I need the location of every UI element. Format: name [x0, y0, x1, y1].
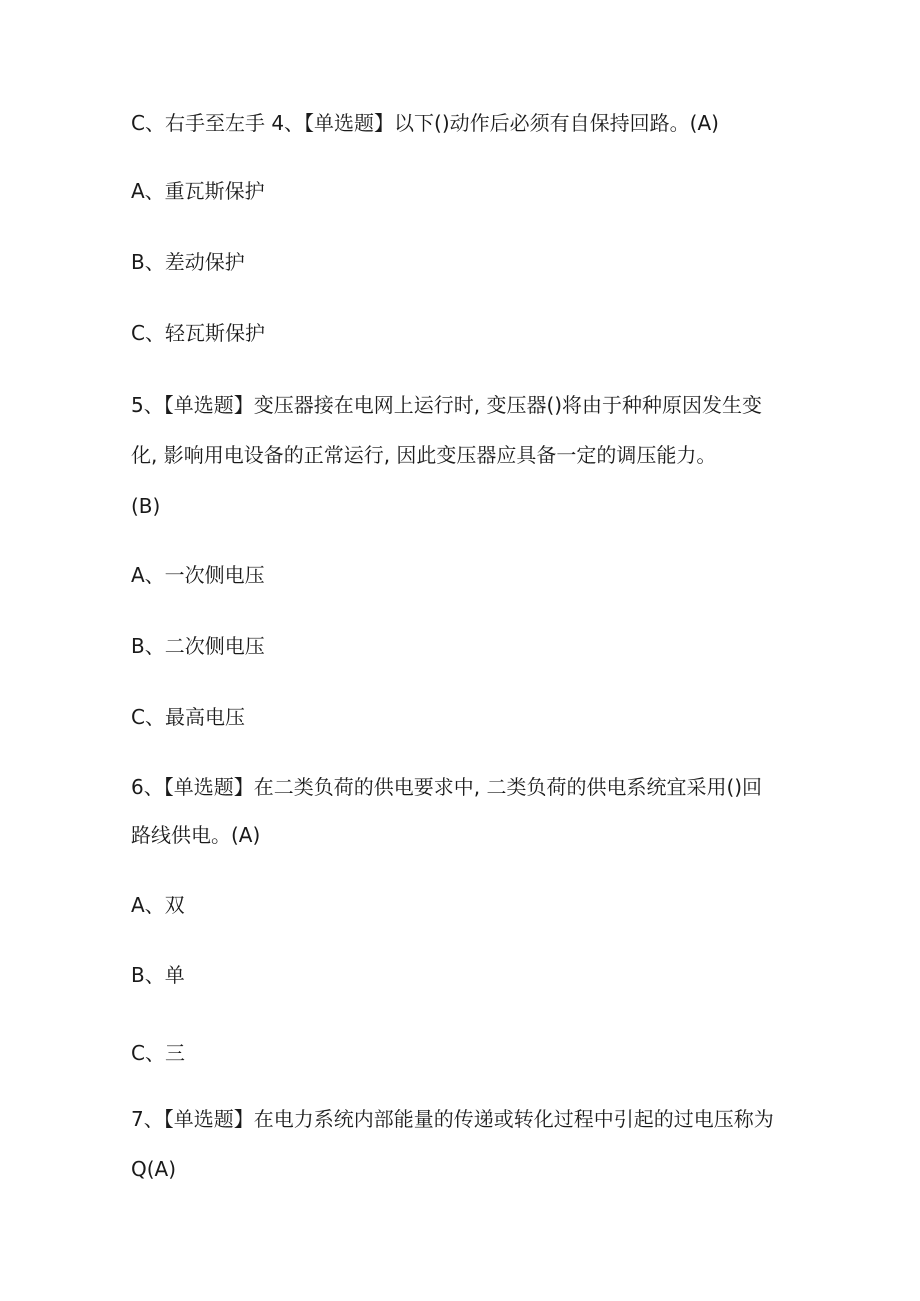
- question-5-answer: (B): [131, 494, 161, 518]
- option-c-line: C、最高电压: [131, 705, 245, 729]
- question-6-line-2: 路线供电。(A): [131, 823, 261, 847]
- option-b-line: B、差动保护: [131, 250, 245, 274]
- question-4-line: C、右手至左手 4、【单选题】以下()动作后必须有自保持回路。(A): [131, 111, 719, 135]
- question-6-line-1: 6、【单选题】在二类负荷的供电要求中, 二类负荷的供电系统宜采用()回: [131, 775, 763, 799]
- option-b-line: B、二次侧电压: [131, 634, 265, 658]
- option-a-line: A、一次侧电压: [131, 563, 265, 587]
- question-7-line-2: Q(A): [131, 1157, 177, 1181]
- option-b-line: B、单: [131, 963, 185, 987]
- option-c-line: C、轻瓦斯保护: [131, 321, 265, 345]
- option-c-line: C、三: [131, 1041, 185, 1065]
- option-a-line: A、重瓦斯保护: [131, 179, 265, 203]
- question-5-line-1: 5、【单选题】变压器接在电网上运行时, 变压器()将由于种种原因发生变: [131, 393, 763, 417]
- question-5-line-2: 化, 影响用电设备的正常运行, 因此变压器应具备一定的调压能力。: [131, 443, 717, 467]
- option-a-line: A、双: [131, 893, 185, 917]
- question-7-line-1: 7、【单选题】在电力系统内部能量的传递或转化过程中引起的过电压称为: [131, 1107, 774, 1131]
